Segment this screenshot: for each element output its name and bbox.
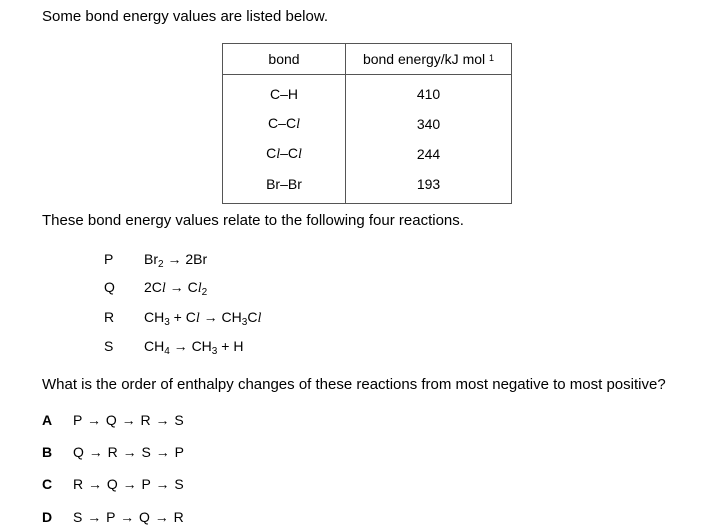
table-row [223, 109, 512, 139]
bond-cell [223, 75, 346, 110]
table-row [223, 169, 512, 204]
bond-label-mid: –C [280, 145, 299, 161]
option-b-text[interactable]: Q → R → S → P [73, 444, 185, 460]
eq-part: CH [144, 309, 165, 325]
eq-part: + C [169, 309, 196, 325]
eq-part: → 2Br [163, 251, 208, 267]
eq-subscript: 3 [164, 317, 170, 328]
bond-label: C–C [268, 115, 297, 131]
option-a-text[interactable]: P → Q → R → S [73, 412, 185, 428]
eq-italic: l [257, 311, 262, 326]
bond-cell [223, 139, 346, 169]
eq-italic: l [161, 281, 166, 296]
eq-subscript: 3 [241, 317, 248, 328]
eq-subscript: 2 [201, 287, 208, 298]
energy-cell: 410 [346, 75, 512, 110]
reaction-equation [144, 251, 208, 270]
table-row [223, 139, 512, 169]
energy-cell: 244 [346, 139, 512, 169]
bond-label-italic: l [296, 117, 300, 132]
option-a-letter[interactable]: A [42, 412, 53, 428]
option-c-text[interactable]: R → Q → P → S [73, 476, 185, 492]
reactions-intro-text: These bond energy values relate to the following four reactions. [42, 212, 464, 229]
option-c-letter[interactable]: C [42, 476, 53, 492]
bond-label-italic: l [298, 147, 302, 162]
eq-subscript: 2 [158, 259, 164, 270]
reaction-letter: P [104, 251, 114, 267]
question-text: What is the order of enthalpy changes of these reactions from most negative to most positive? [42, 376, 666, 393]
eq-part: Br [144, 251, 158, 267]
energy-cell: 193 [346, 169, 512, 204]
bond-energy-table [222, 43, 512, 204]
table-header-row [223, 44, 512, 75]
eq-part: → CH [169, 338, 212, 354]
intro-text: Some bond energy values are listed below. [42, 8, 329, 25]
bond-label: Br–Br [266, 176, 302, 192]
eq-part: 2C [144, 279, 162, 295]
eq-italic: l [195, 311, 200, 326]
eq-part: + H [217, 338, 244, 354]
bond-label-prefix: C [266, 145, 277, 161]
reaction-letter: R [104, 309, 115, 325]
eq-part: CH [144, 338, 165, 354]
reaction-letter: S [104, 338, 114, 354]
reaction-equation [144, 279, 207, 297]
reaction-equation [144, 309, 261, 327]
eq-italic: l [197, 281, 202, 296]
eq-part: C [247, 309, 258, 325]
bond-label-italic: l [276, 147, 281, 162]
bond-label: C–H [269, 86, 298, 102]
eq-subscript: 4 [164, 346, 170, 357]
reaction-letter: Q [104, 279, 115, 295]
eq-part: → C [165, 279, 198, 295]
table-row [223, 75, 512, 110]
bond-cell [223, 169, 346, 204]
eq-part: → CH [199, 309, 242, 325]
option-d-text[interactable]: S → P → Q → R [73, 509, 185, 525]
option-b-letter[interactable]: B [42, 444, 53, 460]
header-energy [346, 44, 512, 75]
energy-cell: 340 [346, 109, 512, 139]
header-energy-sup: 1 [489, 53, 495, 63]
header-bond-label: bond [268, 51, 300, 67]
option-d-letter[interactable]: D [42, 509, 53, 525]
header-bond [223, 44, 346, 75]
eq-subscript: 3 [211, 346, 218, 357]
bond-cell [223, 109, 346, 139]
reaction-equation [144, 338, 244, 357]
header-energy-label: bond energy/kJ mol [362, 51, 486, 67]
